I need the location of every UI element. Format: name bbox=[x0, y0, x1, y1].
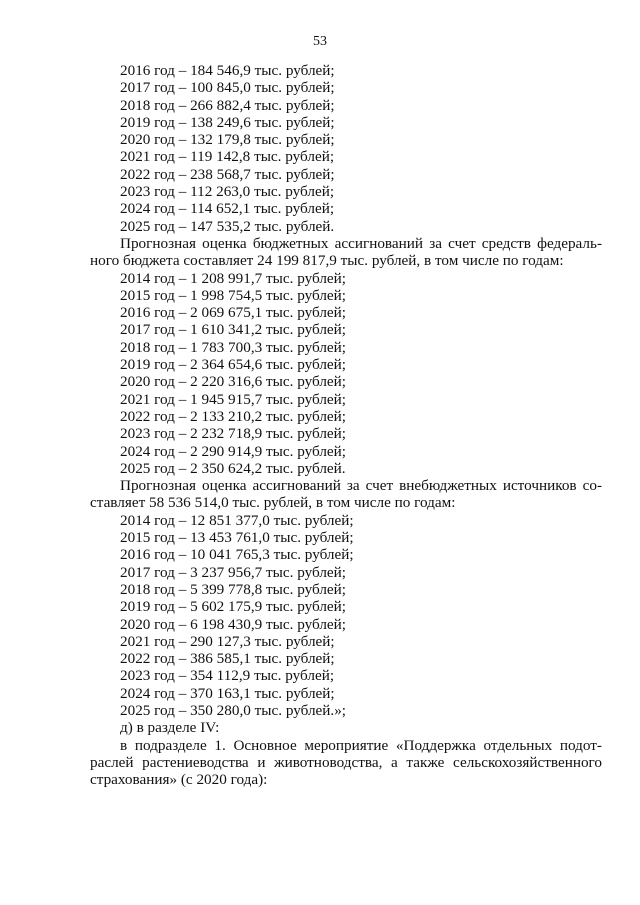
list-item: 2014 год – 1 208 991,7 тыс. рублей; bbox=[120, 269, 347, 287]
list-item: 2017 год – 3 237 956,7 тыс. рублей; bbox=[120, 563, 347, 581]
list-item: 2024 год – 2 290 914,9 тыс. рублей; bbox=[120, 442, 347, 460]
federal-budget-list bbox=[90, 270, 602, 478]
subsection-para-line3: страхования» (с 2020 года): bbox=[90, 771, 268, 789]
list-item: 2018 год – 1 783 700,3 тыс. рублей; bbox=[120, 338, 347, 356]
extrabudget-intro-line1: Прогнозная оценка ассигнований за счет внебюджетных источников со- bbox=[120, 477, 602, 495]
list-item: 2022 год – 2 133 210,2 тыс. рублей; bbox=[120, 407, 347, 425]
list-item: 2025 год – 350 280,0 тыс. рублей.»; bbox=[120, 701, 347, 719]
funding-list-a bbox=[90, 62, 602, 235]
list-item: 2021 год – 290 127,3 тыс. рублей; bbox=[120, 632, 335, 650]
list-item: 2014 год – 12 851 377,0 тыс. рублей; bbox=[120, 511, 354, 529]
list-item: 2017 год – 1 610 341,2 тыс. рублей; bbox=[120, 321, 347, 339]
list-item: 2019 год – 2 364 654,6 тыс. рублей; bbox=[120, 356, 347, 374]
list-item: 2015 год – 1 998 754,5 тыс. рублей; bbox=[120, 286, 347, 304]
list-item: 2024 год – 370 163,1 тыс. рублей; bbox=[120, 684, 335, 702]
list-item: 2025 год – 2 350 624,2 тыс. рублей. bbox=[120, 459, 346, 477]
list-item: 2025 год – 147 535,2 тыс. рублей. bbox=[120, 217, 335, 235]
subsection-para-line1: в подразделе 1. Основное мероприятие «Поддержка отдельных подот- bbox=[120, 736, 602, 754]
list-item: 2021 год – 1 945 915,7 тыс. рублей; bbox=[120, 390, 347, 408]
extrabudget-list bbox=[90, 512, 602, 720]
list-item: 2021 год – 119 142,8 тыс. рублей; bbox=[120, 148, 335, 166]
federal-budget-intro-line2: ного бюджета составляет 24 199 817,9 тыс. рублей, в том числе по годам: bbox=[90, 252, 564, 270]
list-item: 2020 год – 2 220 316,6 тыс. рублей; bbox=[120, 373, 347, 391]
list-item: 2020 год – 6 198 430,9 тыс. рублей; bbox=[120, 615, 347, 633]
page-number: 53 bbox=[313, 34, 327, 49]
list-item: 2022 год – 238 568,7 тыс. рублей; bbox=[120, 165, 335, 183]
list-item: 2023 год – 112 263,0 тыс. рублей; bbox=[120, 183, 335, 201]
federal-budget-intro-line1: Прогнозная оценка бюджетных ассигнований за счет средств федераль- bbox=[120, 234, 602, 252]
list-item: 2018 год – 5 399 778,8 тыс. рублей; bbox=[120, 580, 347, 598]
list-item: 2015 год – 13 453 761,0 тыс. рублей; bbox=[120, 529, 354, 547]
list-item: 2017 год – 100 845,0 тыс. рублей; bbox=[120, 79, 335, 97]
list-item: 2016 год – 2 069 675,1 тыс. рублей; bbox=[120, 304, 347, 322]
subsection-para-line2: раслей растениеводства и животноводства, а также сельскохозяйственного bbox=[90, 753, 602, 771]
list-item: 2019 год – 5 602 175,9 тыс. рублей; bbox=[120, 598, 347, 616]
list-item: 2023 год – 354 112,9 тыс. рублей; bbox=[120, 667, 335, 685]
list-item: 2023 год – 2 232 718,9 тыс. рублей; bbox=[120, 425, 347, 443]
list-item: 2016 год – 184 546,9 тыс. рублей; bbox=[120, 62, 335, 79]
extrabudget-intro-line2: ставляет 58 536 514,0 тыс. рублей, в том числе по годам: bbox=[90, 494, 456, 512]
list-item: 2018 год – 266 882,4 тыс. рублей; bbox=[120, 96, 335, 114]
list-item: 2024 год – 114 652,1 тыс. рублей; bbox=[120, 200, 335, 218]
list-item: 2019 год – 138 249,6 тыс. рублей; bbox=[120, 113, 335, 131]
section-heading: д) в разделе IV: bbox=[120, 719, 220, 737]
list-item: 2016 год – 10 041 765,3 тыс. рублей; bbox=[120, 546, 354, 564]
document-body bbox=[90, 62, 602, 788]
list-item: 2022 год – 386 585,1 тыс. рублей; bbox=[120, 650, 335, 668]
list-item: 2020 год – 132 179,8 тыс. рублей; bbox=[120, 131, 335, 149]
